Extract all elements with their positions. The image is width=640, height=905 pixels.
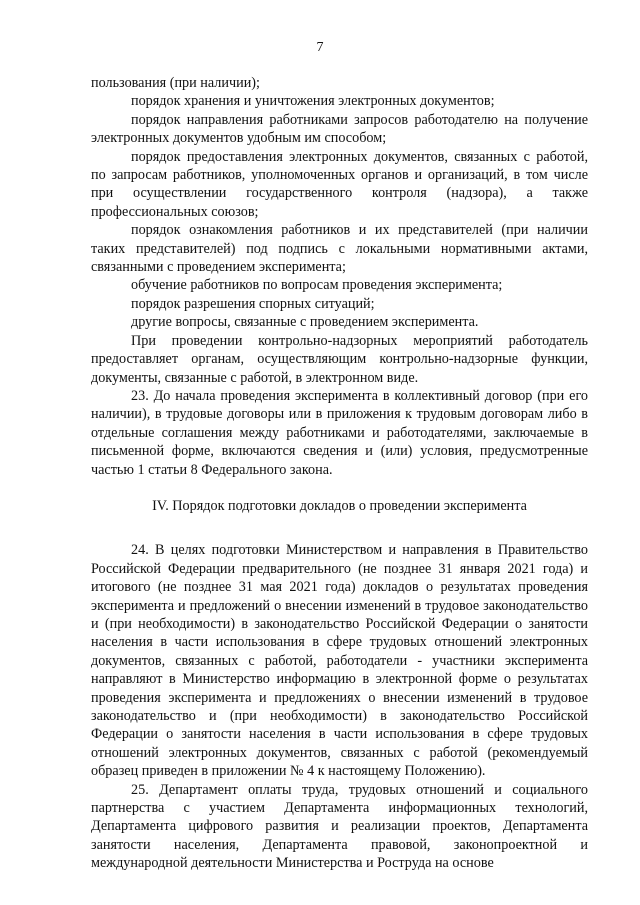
paragraph: порядок предоставления электронных документов, связанных с работой, по запросам работников, уполномоченных органов и организаций, в том числе при осуществлении государственного контроля (надзора), а также профессиональных союзов;: [91, 148, 588, 220]
paragraph: порядок ознакомления работников и их представителей (при наличии таких представителей) под подпись с локальными нормативными актами, связанными с проведением эксперимента;: [91, 222, 588, 276]
paragraph: 25. Департамент оплаты труда, трудовых отношений и социального партнерства с участием Департамента информационных технологий, Департамента цифрового развития и реализации проектов, Департамента занятости населения, Департамента правовой, законопроектной и международной деятельности Министерства и Роструда на основе: [91, 781, 588, 872]
paragraph: другие вопросы, связанные с проведением эксперимента.: [131, 314, 479, 331]
document-body: [91, 74, 588, 873]
paragraph: порядок хранения и уничтожения электронных документов;: [131, 93, 495, 110]
paragraph: порядок направления работниками запросов работодателю на получение электронных документов удобным им способом;: [91, 111, 588, 147]
section-heading: IV. Порядок подготовки докладов о проведении эксперимента: [152, 497, 527, 514]
paragraph: При проведении контрольно-надзорных мероприятий работодатель предоставляет органам, осуществляющим контрольно-надзорные функции, документы, связанные с работой, в электронном виде.: [91, 332, 588, 386]
page-number: 7: [316, 40, 324, 55]
paragraph: порядок разрешения спорных ситуаций;: [131, 295, 375, 312]
paragraph: обучение работников по вопросам проведения эксперимента;: [131, 277, 503, 294]
paragraph: 24. В целях подготовки Министерством и направления в Правительство Российской Федерации предварительного (не позднее 31 января 2021 года) и итогового (не позднее 31 мая 2021 года) докладов о результатах проведения эксперимента и предложений о внесении изменений в трудовое законодательство и (при необходимости) в законодательство Российской Федерации о занятости населения в части использования в сфере трудовых отношений электронных документов, связанных с работой, работодатели - участники эксперимента направляют в Министерство информацию в электронной форме о результатах проведения эксперимента и предложениях о внесении изменений в трудовое законодательство и (при необходимости) в законодательство Российской Федерации о занятости населения в части использования в сфере трудовых отношений электронных документов, связанных с работой (рекомендуемый образец приведен в приложении № 4 к настоящему Положению).: [91, 542, 588, 780]
paragraph: 23. До начала проведения эксперимента в коллективный договор (при его наличии), в трудовые договоры или в приложения к трудовым договорам либо в отдельные соглашения между работниками и работодателями, заключаемые в письменной форме, включаются сведения и (или) условия, предусмотренные частью 1 статьи 8 Федерального закона.: [91, 387, 588, 478]
paragraph: пользования (при наличии);: [91, 75, 260, 91]
